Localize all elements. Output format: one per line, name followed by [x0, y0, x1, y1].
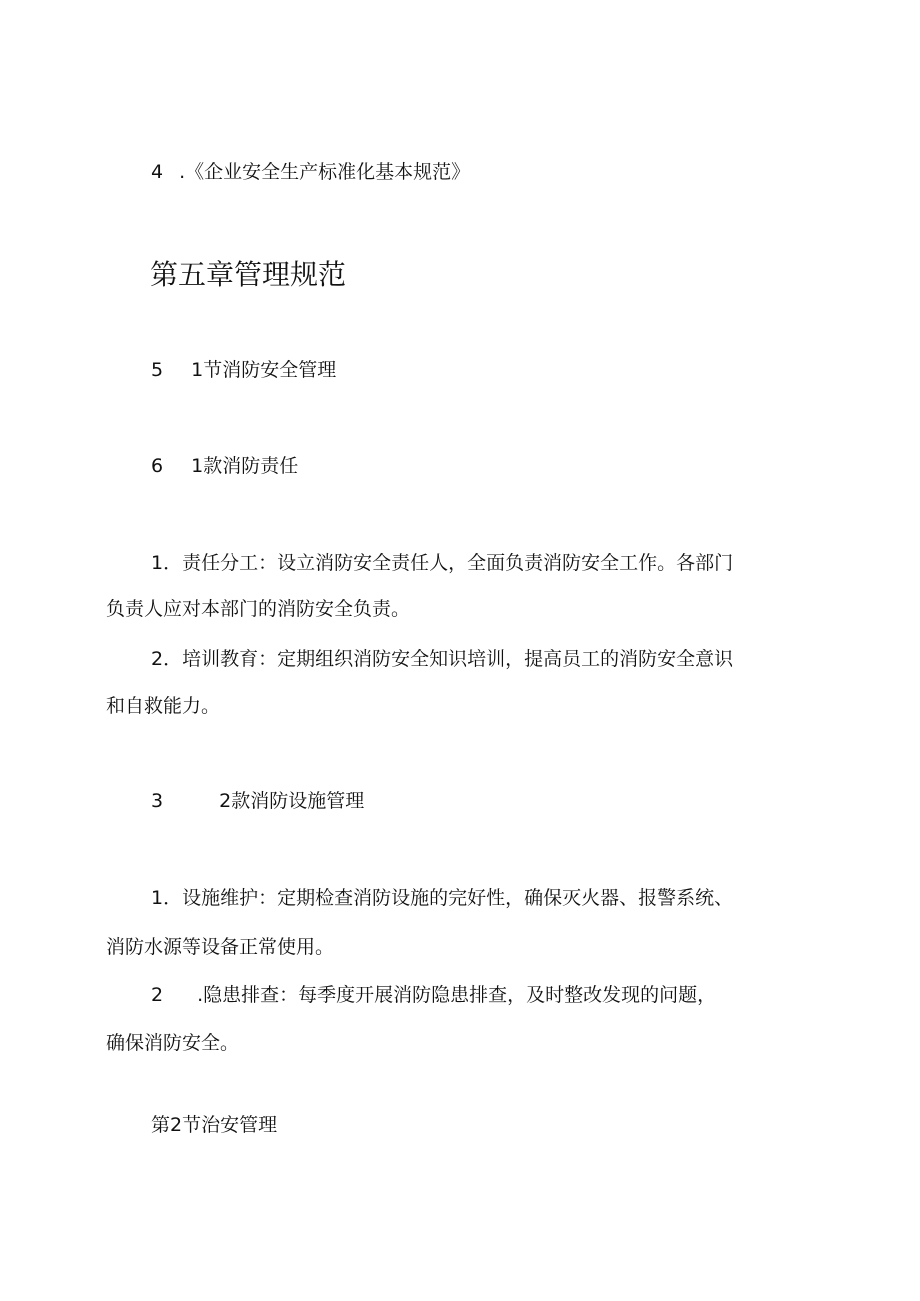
clause-title: 2款消防设施管理 — [219, 790, 365, 812]
paragraph-line: 消防水源等设备正常使用。 — [106, 936, 335, 958]
paragraph-line: .隐患排查：每季度开展消防隐患排查，及时整改发现的问题， — [197, 984, 717, 1006]
item-number: 2 — [151, 984, 164, 1006]
paragraph-line: 负责人应对本部门的消防安全负责。 — [106, 598, 411, 620]
reference-item-4 — [151, 160, 470, 184]
section-heading-1 — [151, 358, 336, 382]
paragraph-item-4 — [151, 983, 716, 1007]
section-title: 1节消防安全管理 — [191, 359, 337, 381]
chapter-title: 第五章管理规范 — [150, 258, 347, 291]
paragraph-line: 和自救能力。 — [106, 695, 221, 717]
section-heading-2: 第2节治安管理 — [151, 1114, 278, 1136]
paragraph-line: 1．设施维护：定期检查消防设施的完好性，确保灭火器、报警系统、 — [151, 887, 734, 909]
paragraph-line: 确保消防安全。 — [106, 1032, 240, 1054]
clause-number: 3 — [151, 790, 164, 812]
paragraph-line: 2．培训教育：定期组织消防安全知识培训，提高员工的消防安全意识 — [151, 648, 734, 670]
clause-title: 1款消防责任 — [191, 455, 299, 477]
clause-number: 6 — [151, 455, 164, 477]
paragraph-line: 1．责任分工：设立消防安全责任人，全面负责消防安全工作。各部门 — [151, 552, 734, 574]
clause-heading-1 — [151, 454, 298, 478]
reference-title: .《企业安全生产标准化基本规范》 — [179, 161, 471, 183]
section-number: 5 — [151, 359, 164, 381]
clause-heading-2 — [151, 789, 364, 813]
reference-number: 4 — [151, 161, 164, 183]
